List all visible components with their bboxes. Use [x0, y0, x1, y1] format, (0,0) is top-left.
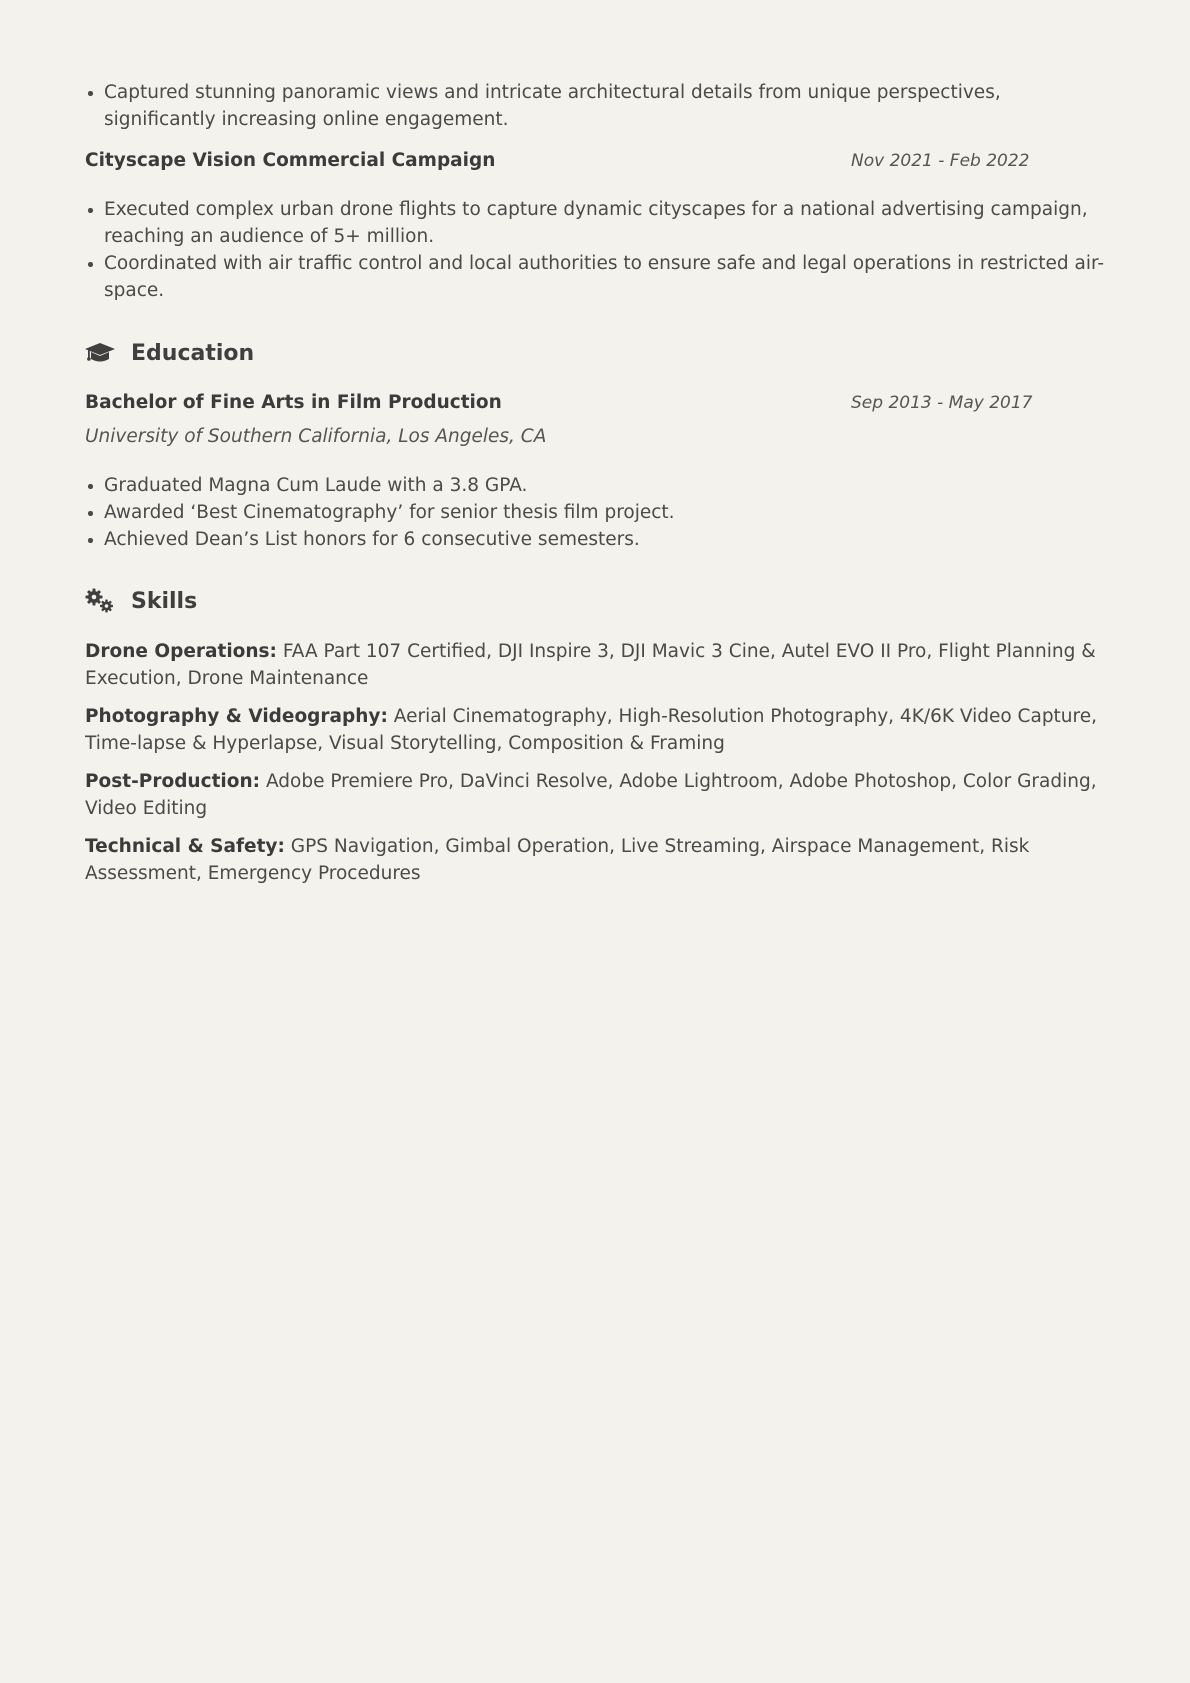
skill-values: Aerial Cinematography, High-Resolution Photography, 4K/6K Video Capture, Time-lapse & Hyperlapse, Visual Storytelling, Composition & Framing [85, 706, 1097, 754]
list-item: Coordinated with air traffic control and local authorities to ensure safe and legal operations in restricted air-space. [85, 250, 1105, 304]
section-title: Skills [131, 588, 198, 614]
skill-drone-operations [85, 638, 1105, 692]
skill-post-production [85, 768, 1105, 822]
skill-category: Post-Production: [85, 771, 261, 792]
list-item: Awarded ‘Best Cinematography’ for senior thesis film project. [85, 499, 1105, 526]
gears-icon [85, 588, 115, 614]
list-item: Achieved Dean’s List honors for 6 consecutive semesters. [85, 526, 1105, 553]
skill-category: Photography & Videography: [85, 706, 388, 727]
skill-values: GPS Navigation, Gimbal Operation, Live Streaming, Airspace Management, Risk Assessment, Emergency Procedures [85, 836, 1030, 884]
skill-category: Drone Operations: [85, 641, 277, 662]
skill-category: Technical & Safety: [85, 836, 285, 857]
list-item: Executed complex urban drone flights to capture dynamic cityscapes for a national advertising campaign, reaching an audience of 5+ million. [85, 196, 1105, 250]
skill-values: Adobe Premiere Pro, DaVinci Resolve, Adobe Lightroom, Adobe Photoshop, Color Grading, Video Editing [85, 771, 1097, 819]
skill-photography-videography [85, 703, 1105, 757]
entry-title: Cityscape Vision Commercial Campaign [85, 150, 496, 171]
section-title: Education [131, 340, 255, 366]
education-bullets [85, 472, 1105, 553]
experience-entry-header [85, 148, 1030, 174]
skill-technical-safety [85, 833, 1105, 887]
school-name: University of Southern California, Los Angeles, CA [85, 426, 547, 447]
entry-date: Nov 2021 - Feb 2022 [851, 151, 1030, 171]
experience-entry-bullets [85, 196, 1105, 304]
previous-entry-bullets [85, 79, 1105, 133]
graduation-cap-icon [85, 340, 115, 366]
list-item: Captured stunning panoramic views and intricate architectural details from unique perspectives, significantly increasing online engagement. [85, 79, 1105, 133]
education-section-heading [85, 337, 254, 369]
skills-section-heading [85, 585, 197, 617]
education-entry-header [85, 390, 1033, 416]
list-item: Graduated Magna Cum Laude with a 3.8 GPA. [85, 472, 1105, 499]
degree-title: Bachelor of Fine Arts in Film Production [85, 392, 502, 413]
skill-values: FAA Part 107 Certified, DJI Inspire 3, DJI Mavic 3 Cine, Autel EVO II Pro, Flight Planning & Execution, Drone Maintenance [85, 641, 1096, 689]
education-date: Sep 2013 - May 2017 [851, 393, 1033, 413]
